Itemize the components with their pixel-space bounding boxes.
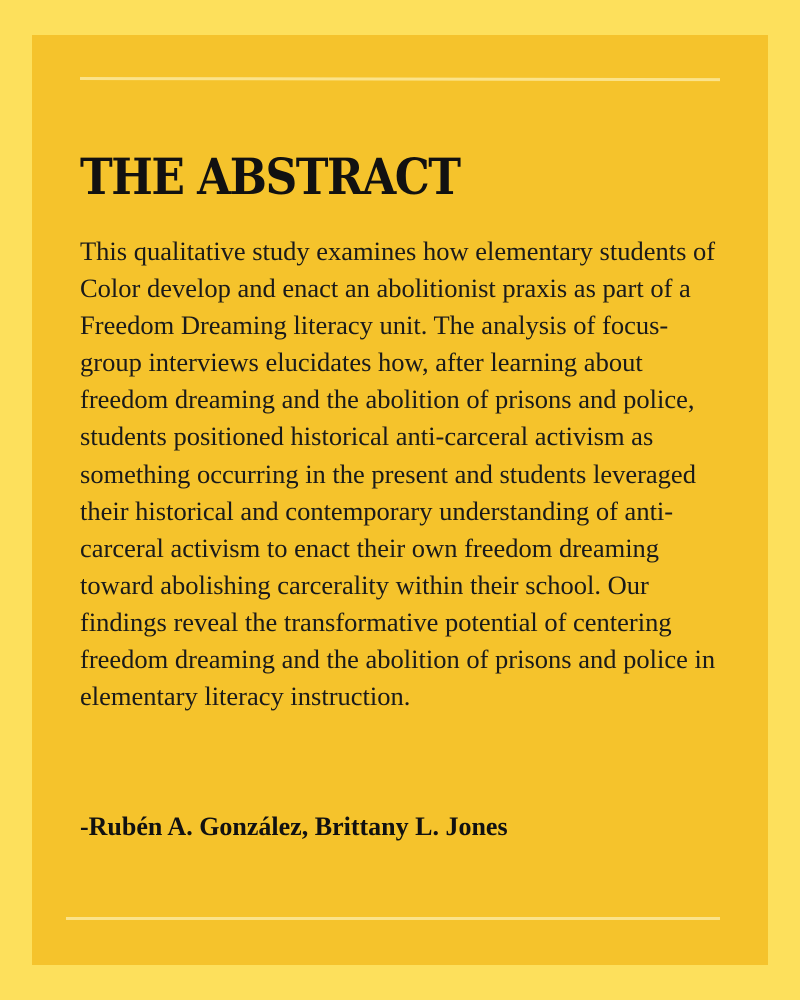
abstract-title: THE ABSTRACT (80, 149, 460, 207)
bottom-divider (66, 917, 720, 920)
top-divider (80, 77, 720, 81)
abstract-authors: -Rubén A. González, Brittany L. Jones (80, 812, 508, 841)
abstract-body: This qualitative study examines how elementary students of Color develop and enact an abolitionist praxis as part of a Freedom Dreaming literacy unit. The analysis of focus-group interviews elucidates how, after learning about freedom dreaming and the abolition of prisons and police, students positioned historical anti-carceral activism as something occurring in the present and students leveraged their historical and contemporary understanding of anti-carceral activism to enact their own freedom dreaming toward abolishing carcerality within their school. Our findings reveal the transformative potential of centering freedom dreaming and the abolition of prisons and police in elementary literacy instruction. (80, 236, 716, 712)
abstract-card (32, 35, 768, 965)
